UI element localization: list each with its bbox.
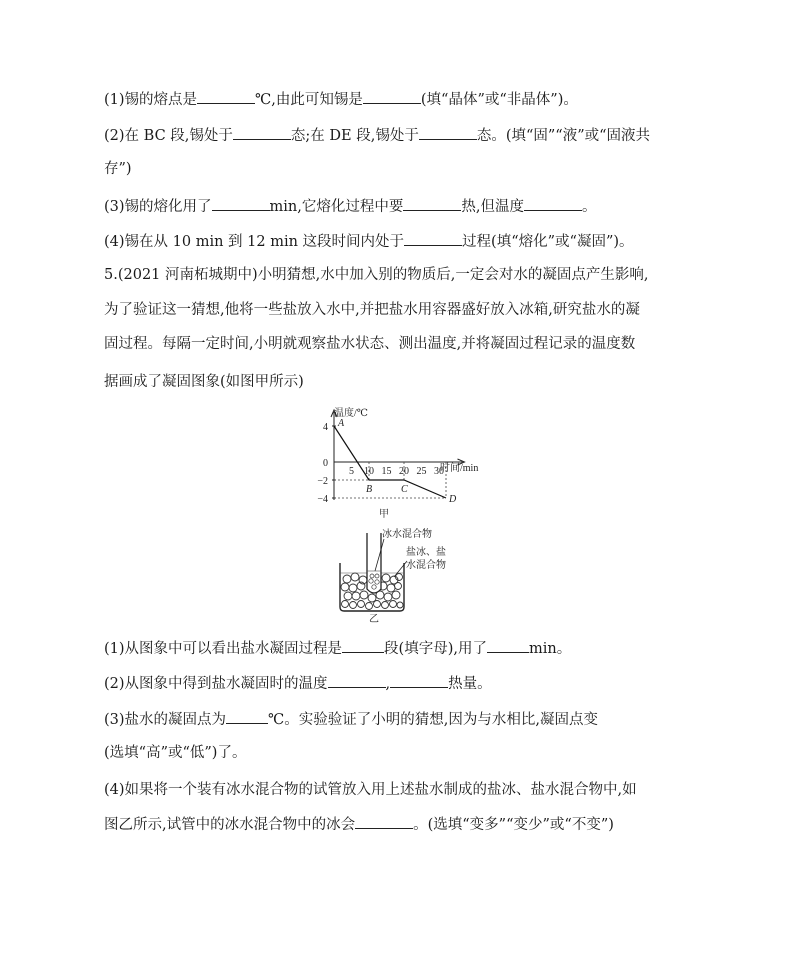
y-tick-label: −4 <box>317 494 328 505</box>
answer-blank[interactable] <box>419 125 477 140</box>
answer-blank[interactable] <box>226 709 268 724</box>
point-label-d: D <box>449 494 457 505</box>
answer-blank[interactable] <box>524 196 582 211</box>
text-segment: 存”) <box>104 161 132 177</box>
text-segment: (3)盐水的凝固点为 <box>104 712 227 728</box>
figure-jia-graph <box>300 402 490 522</box>
answer-blank[interactable] <box>404 231 462 246</box>
answer-blank[interactable] <box>197 89 255 104</box>
text-segment: , <box>385 676 391 692</box>
answer-blank[interactable] <box>233 125 291 140</box>
text-segment: ℃。实验验证了小明的猜想,因为与水相比,凝固点变 <box>268 712 598 728</box>
label-salt-ice-1: 盐冰、盐 <box>406 547 446 558</box>
point-label-b: B <box>366 484 373 495</box>
question-5-1 <box>104 638 571 659</box>
text-segment: (选填“高”或“低”)了。 <box>104 745 247 761</box>
question-4-4 <box>104 231 634 252</box>
text-segment: 段(填字母),用了 <box>384 641 487 657</box>
figure-caption: 乙 <box>369 614 379 625</box>
text-segment: 为了验证这一猜想,他将一些盐放入水中,并把盐水用容器盛好放入冰箱,研究盐水的凝 <box>104 302 640 318</box>
question-5-4-cont <box>104 814 614 835</box>
question-4-3 <box>104 196 597 217</box>
text-segment: 。(选填“变多”“变少”或“不变”) <box>413 817 614 833</box>
x-tick-label: 30 <box>434 466 444 477</box>
text-segment: (2)在 BC 段,锡处于 <box>104 128 233 144</box>
answer-blank[interactable] <box>487 638 529 653</box>
text-segment: 热量。 <box>448 676 492 692</box>
text-segment: ℃,由此可知锡是 <box>255 92 363 108</box>
label-ice-water: 冰水混合物 <box>382 529 432 540</box>
text-segment: 据画成了凝固图象(如图甲所示) <box>104 374 304 390</box>
x-tick-label: 15 <box>381 466 392 477</box>
answer-blank[interactable] <box>328 673 386 688</box>
question-5-4 <box>104 780 637 800</box>
text-segment: (填“晶体”或“非晶体”)。 <box>420 92 578 108</box>
answer-blank[interactable] <box>403 196 461 211</box>
text-segment: (1)从图象中可以看出盐水凝固过程是 <box>104 641 343 657</box>
y-axis-label: 温度/℃ <box>334 408 368 419</box>
point-label-c: C <box>401 484 408 495</box>
question-4-1 <box>104 89 578 110</box>
question-5-3 <box>104 709 598 730</box>
text-segment: 过程(填“熔化”或“凝固”)。 <box>462 234 634 250</box>
x-tick-label: 20 <box>399 466 409 477</box>
x-tick-label: 25 <box>416 466 427 477</box>
text-segment: 态。(填“固”“液”或“固液共 <box>476 128 651 144</box>
point-label-a: A <box>338 418 345 429</box>
text-segment: (1)锡的熔点是 <box>104 92 198 108</box>
text-segment: 5.(2021 河南柘城期中)小明猜想,水中加入别的物质后,一定会对水的凝固点产生影响, <box>104 267 649 283</box>
answer-blank[interactable] <box>390 673 448 688</box>
text-segment: 图乙所示,试管中的冰水混合物中的冰会 <box>104 817 356 833</box>
question-5-2 <box>104 673 492 694</box>
label-salt-ice-2: 水混合物 <box>406 560 446 571</box>
question-5-stem-4 <box>104 372 304 392</box>
text-segment: 热,但温度 <box>461 199 524 215</box>
answer-blank[interactable] <box>363 89 421 104</box>
text-segment: (3)锡的熔化用了 <box>104 199 212 215</box>
text-segment: (4)如果将一个装有冰水混合物的试管放入用上述盐水制成的盐冰、盐水混合物中,如 <box>104 782 637 798</box>
figure-caption: 甲 <box>379 509 389 520</box>
text-segment: 固过程。每隔一定时间,小明就观察盐水状态、测出温度,并将凝固过程记录的温度数 <box>104 336 636 352</box>
text-segment: min,它熔化过程中要 <box>269 199 404 215</box>
y-tick-label: −2 <box>317 476 328 487</box>
answer-blank[interactable] <box>342 638 384 653</box>
text-segment: 。 <box>582 199 597 215</box>
figure-yi-apparatus <box>330 525 470 625</box>
x-tick-label: 10 <box>364 466 374 477</box>
question-4-2 <box>104 125 650 146</box>
answer-blank[interactable] <box>355 814 413 829</box>
text-segment: min。 <box>528 641 572 657</box>
question-5-stem-2 <box>104 300 640 320</box>
test-tube <box>367 533 381 593</box>
question-5-stem-3 <box>104 334 635 354</box>
question-5-3-cont <box>104 743 246 763</box>
text-segment: (2)从图象中得到盐水凝固时的温度 <box>104 676 328 692</box>
question-4-2-cont <box>104 159 132 179</box>
x-axis-label: 时间/min <box>440 463 479 474</box>
y-tick-label: 4 <box>323 422 328 433</box>
origin-label: 0 <box>323 458 328 469</box>
x-tick-label: 5 <box>349 466 354 477</box>
question-5-stem-1 <box>104 265 648 285</box>
text-segment: 态;在 DE 段,锡处于 <box>290 128 419 144</box>
text-segment: (4)锡在从 10 min 到 12 min 这段时间内处于 <box>104 234 405 250</box>
answer-blank[interactable] <box>212 196 270 211</box>
